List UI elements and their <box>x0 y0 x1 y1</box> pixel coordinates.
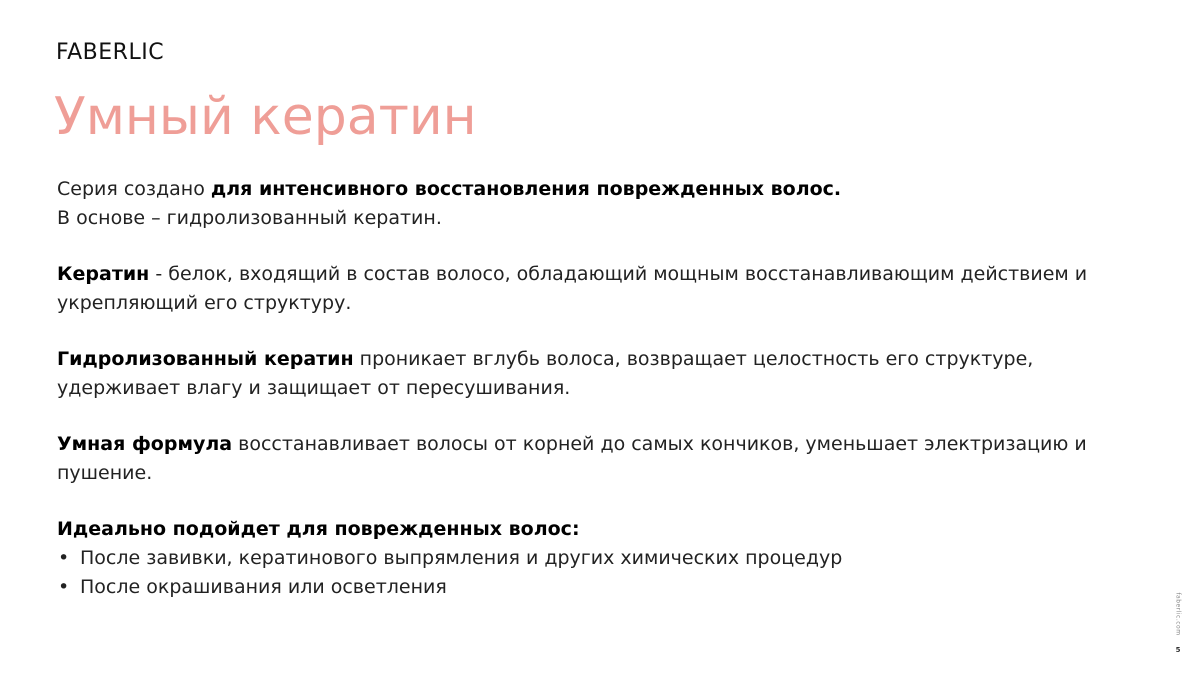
page-number: 5 <box>1175 646 1181 654</box>
ideal-heading: Идеально подойдет для поврежденных волос: <box>57 518 580 540</box>
bullet-dot-icon: • <box>58 547 70 569</box>
ideal-bullet-list <box>57 544 1117 602</box>
intro-text: Серия создано <box>57 178 211 200</box>
faberlic-logo: FABERLIC <box>56 40 165 65</box>
hydrolyzed-paragraph <box>57 345 1117 403</box>
formula-paragraph <box>57 430 1117 488</box>
intro-line2: В основе – гидролизованный кератин. <box>57 207 442 229</box>
slide-title: Умный кератин <box>54 87 477 147</box>
ideal-section <box>57 515 1117 602</box>
formula-term: Умная формула <box>57 433 233 455</box>
formula-text: восстанавливает волосы от корней до самых кончиков, уменьшает электризацию и пушение. <box>57 433 1087 484</box>
keratin-paragraph <box>57 260 1117 318</box>
intro-bold-text: для интенсивного восстановления поврежденных волос. <box>210 178 842 200</box>
hydrolyzed-term: Гидролизованный кератин <box>57 348 354 370</box>
keratin-text: - белок, входящий в состав волосо, обладающий мощным восстанавливающим действием и укрепляющий его структуру. <box>57 263 1088 314</box>
keratin-term: Кератин <box>57 263 150 285</box>
hydrolyzed-text: проникает вглубь волоса, возвращает целостность его структуре, удерживает влагу и защищает от пересушивания. <box>57 348 1034 399</box>
bullet-text: После завивки, кератинового выпрямления и других химических процедур <box>80 547 843 569</box>
slide-body <box>57 175 1117 602</box>
bullet-item <box>57 544 1117 573</box>
bullet-item <box>57 573 1117 602</box>
bullet-text: После окрашивания или осветления <box>80 576 447 598</box>
site-url: faberlic.com <box>1174 592 1182 636</box>
bullet-dot-icon: • <box>58 576 70 598</box>
side-footer <box>1172 592 1184 654</box>
intro-paragraph <box>57 175 1117 233</box>
